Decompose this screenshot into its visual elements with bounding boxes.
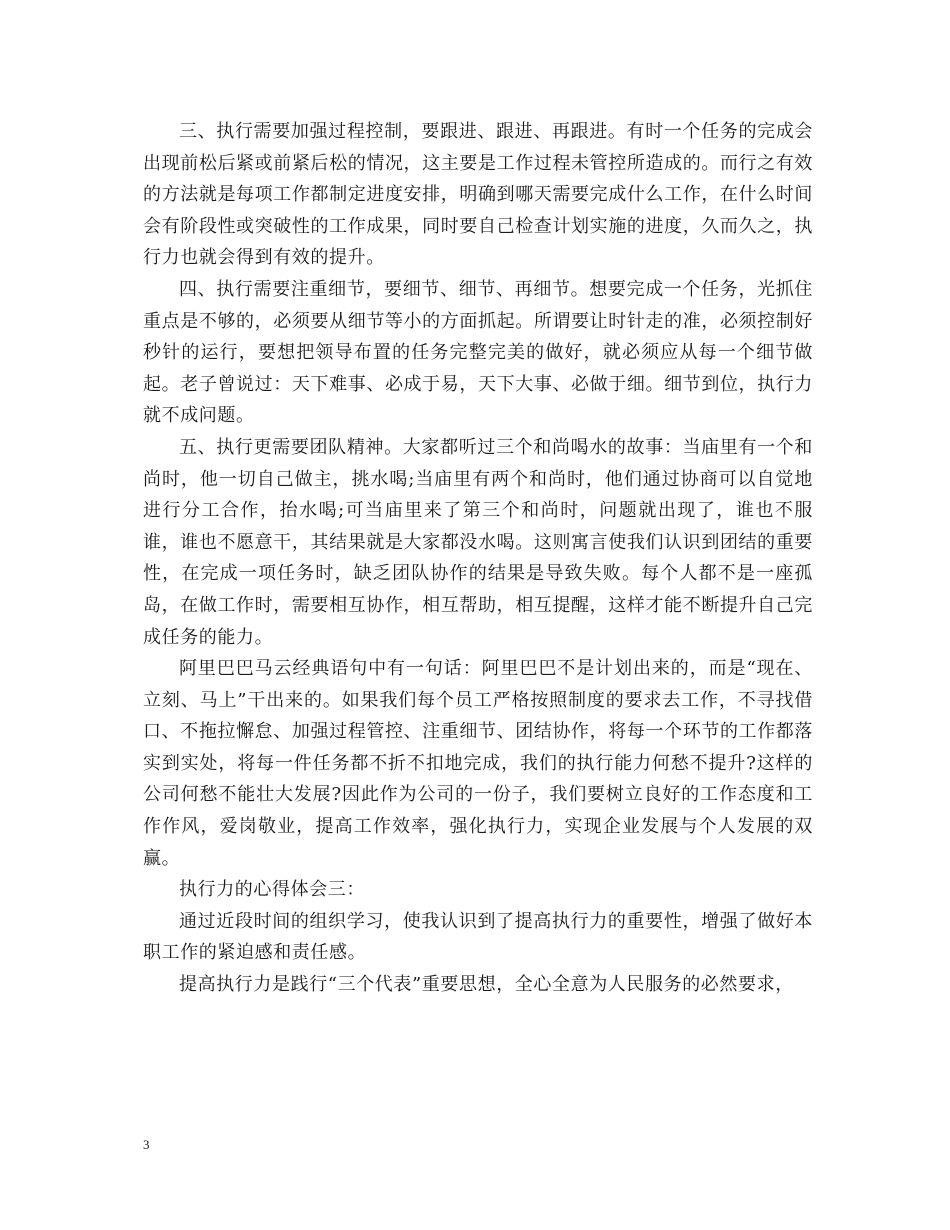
paragraph-execution-details: 四、执行需要注重细节，要细节、细节、再细节。想要完成一个任务，光抓住重点是不够的，必须要从细节等小的方面抓起。所谓要让时针走的准，必须控制好秒针的运行，要想把领导布置的任务完整完美的做好，就必须应从每一个细节做起。老子曾说过：天下难事、必成于易，天下大事、必做于细。细节到位，执行力就不成问题。: [143, 278, 813, 427]
paragraph-execution-requirement: 提高执行力是践行“三个代表”重要思想，全心全意为人民服务的必然要求，: [179, 974, 794, 996]
paragraph-alibaba-quote: 阿里巴巴马云经典语句中有一句话：阿里巴巴不是计划出来的，而是“现在、立刻、马上”干出来的。如果我们每个员工严格按照制度的要求去工作，不寻找借口、不拖拉懈怠、加强过程管控、注重细节、团结协作，将每一个环节的工作都落实到实处，将每一件任务都不折不扣地完成，我们的执行能力何愁不提升?这样的公司何愁不能壮大发展?因此作为公司的一份子，我们要树立良好的工作态度和工作作风，爱岗敬业，提高工作效率，强化执行力，实现企业发展与个人发展的双赢。: [143, 658, 813, 869]
paragraph-execution-process-control: 三、执行需要加强过程控制，要跟进、跟进、再跟进。有时一个任务的完成会出现前松后紧或前紧后松的情况，这主要是工作过程未管控所造成的。而行之有效的方法就是每项工作都制定进度安排，明确到哪天需要完成什么工作，在什么时间会有阶段性或突破性的工作成果，同时要自己检查计划实施的进度，久而久之，执行力也就会得到有效的提升。: [143, 121, 813, 269]
paragraph-study-reflection: 通过近段时间的组织学习，使我认识到了提高执行力的重要性，增强了做好本职工作的紧迫感和责任感。: [143, 910, 813, 964]
page-number: 3: [143, 1137, 150, 1152]
paragraph-execution-teamwork: 五、执行更需要团队精神。大家都听过三个和尚喝水的故事：当庙里有一个和尚时，他一切自己做主，挑水喝;当庙里有两个和尚时，他们通过协商可以自觉地进行分工合作，抬水喝;可当庙里来了第三个和尚时，问题就出现了，谁也不服谁，谁也不愿意干，其结果就是大家都没水喝。这则寓言使我们认识到团结的重要性，在完成一项任务时，缺乏团队协作的结果是导致失败。每个人都不是一座孤岛，在做工作时，需要相互协作，相互帮助，相互提醒，这样才能不断提升自己完成任务的能力。: [143, 436, 813, 648]
document-body: [143, 116, 813, 1001]
section-heading-reflection-three: 执行力的心得体会三：: [179, 879, 365, 901]
